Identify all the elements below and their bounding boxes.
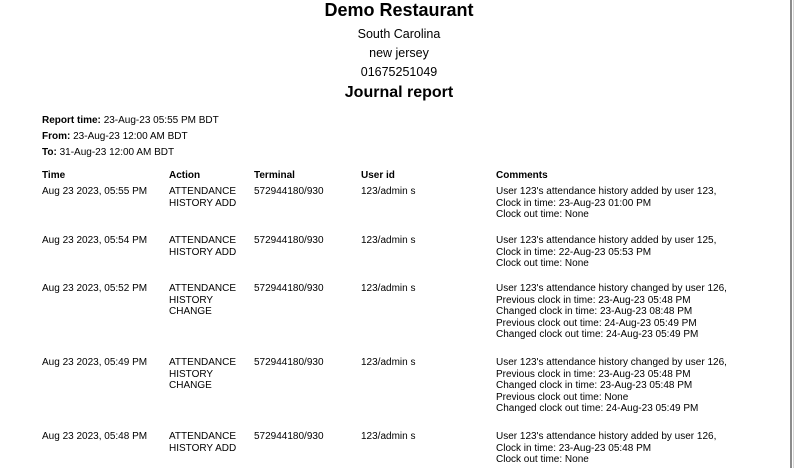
row-comment-line: User 123's attendance history added by user 125,: [496, 235, 717, 246]
row-time: Aug 23 2023, 05:48 PM: [42, 431, 148, 442]
row-comment-line: User 123's attendance history changed by user 126,: [496, 357, 727, 368]
row-comments: [496, 357, 776, 415]
row-comment-line: User 123's attendance history added by user 123,: [496, 186, 717, 197]
row-comment-line: Changed clock out time: 24-Aug-23 05:49 PM: [496, 329, 699, 340]
page-edge-shadow: [790, 0, 792, 468]
page-edge-line: [793, 0, 794, 468]
row-action-line: ATTENDANCE: [169, 235, 237, 246]
report-time: [42, 115, 219, 126]
row-comment-line: User 123's attendance history added by user 126,: [496, 431, 717, 442]
address-line-2: new jersey: [369, 46, 429, 60]
report-time-value: 23-Aug-23 05:55 PM BDT: [103, 115, 219, 126]
report-time-label: Report time:: [42, 115, 101, 126]
row-comment-line: Previous clock in time: 23-Aug-23 05:48 PM: [496, 294, 691, 306]
row-action-line: HISTORY ADD: [169, 197, 237, 209]
row-terminal: 572944180/930: [254, 186, 324, 197]
row-comment-line: Previous clock in time: 23-Aug-23 05:48 PM: [496, 368, 691, 380]
row-action-line: ATTENDANCE: [169, 357, 237, 368]
row-comment-line: Changed clock out time: 24-Aug-23 05:49 PM: [496, 403, 699, 414]
row-action: [169, 431, 249, 454]
phone-number: 01675251049: [360, 65, 438, 79]
row-action-line: HISTORY: [169, 368, 214, 380]
row-comments: [496, 186, 776, 221]
row-comments: [496, 283, 776, 341]
from-value: 23-Aug-23 12:00 AM BDT: [73, 131, 188, 142]
row-action: [169, 283, 249, 318]
row-terminal: 572944180/930: [254, 431, 324, 442]
row-action-line: HISTORY: [169, 294, 214, 306]
row-time: Aug 23 2023, 05:55 PM: [42, 186, 148, 197]
row-comment-line: Clock in time: 23-Aug-23 01:00 PM: [496, 197, 652, 209]
report-title: Journal report: [344, 84, 454, 101]
row-action-line: CHANGE: [169, 380, 212, 391]
row-action-line: HISTORY ADD: [169, 442, 237, 454]
row-comment-line: Clock out time: None: [496, 209, 589, 220]
row-user-id: 123/admin s: [361, 235, 416, 246]
to-label: To:: [42, 147, 57, 158]
row-time: Aug 23 2023, 05:52 PM: [42, 283, 148, 294]
row-action: [169, 357, 249, 392]
to-value: 31-Aug-23 12:00 AM BDT: [59, 147, 175, 158]
row-comment-line: Previous clock out time: None: [496, 391, 629, 403]
report-to: [42, 147, 174, 158]
row-terminal: 572944180/930: [254, 283, 324, 294]
address-line-1: South Carolina: [357, 27, 441, 41]
row-action-line: HISTORY ADD: [169, 246, 237, 258]
row-comment-line: Clock in time: 23-Aug-23 05:48 PM: [496, 442, 652, 454]
row-action-line: ATTENDANCE: [169, 431, 237, 442]
report-from: [42, 131, 188, 142]
row-action-line: ATTENDANCE: [169, 283, 237, 294]
row-terminal: 572944180/930: [254, 235, 324, 246]
row-comment-line: Previous clock out time: 24-Aug-23 05:49 PM: [496, 317, 697, 329]
row-comment-line: Changed clock in time: 23-Aug-23 05:48 PM: [496, 380, 693, 391]
row-time: Aug 23 2023, 05:54 PM: [42, 235, 148, 246]
row-comment-line: Clock in time: 22-Aug-23 05:53 PM: [496, 246, 652, 258]
column-terminal: Terminal: [254, 170, 295, 181]
row-comment-line: Clock out time: None: [496, 454, 589, 465]
row-terminal: 572944180/930: [254, 357, 324, 368]
row-time: Aug 23 2023, 05:49 PM: [42, 357, 148, 368]
row-action: [169, 186, 249, 209]
row-comments: [496, 235, 776, 270]
row-action: [169, 235, 249, 258]
row-action-line: ATTENDANCE: [169, 186, 237, 197]
row-action-line: CHANGE: [169, 306, 212, 317]
row-user-id: 123/admin s: [361, 431, 416, 442]
row-comments: [496, 431, 776, 466]
column-time: Time: [42, 170, 66, 181]
row-comment-line: Changed clock in time: 23-Aug-23 08:48 PM: [496, 306, 693, 317]
from-label: From:: [42, 131, 71, 142]
row-comment-line: Clock out time: None: [496, 258, 589, 269]
restaurant-name: Demo Restaurant: [324, 0, 474, 20]
row-user-id: 123/admin s: [361, 283, 416, 294]
row-user-id: 123/admin s: [361, 357, 416, 368]
row-user-id: 123/admin s: [361, 186, 416, 197]
column-user-id: User id: [361, 170, 395, 181]
column-action: Action: [169, 170, 201, 181]
column-comments: Comments: [496, 170, 548, 181]
row-comment-line: User 123's attendance history changed by user 126,: [496, 283, 727, 294]
